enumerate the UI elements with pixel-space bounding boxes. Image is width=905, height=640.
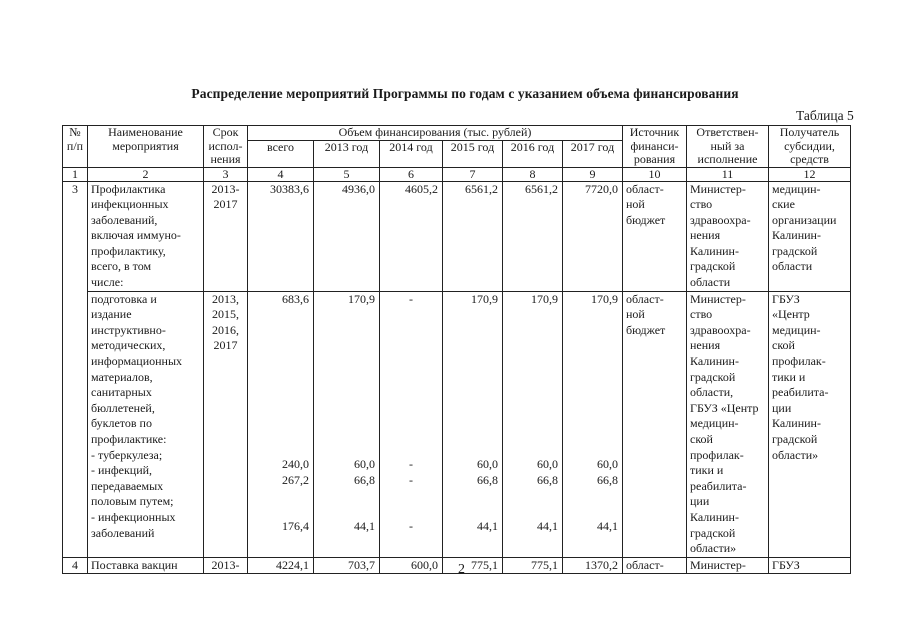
header-source: Источник финанси- рования xyxy=(623,126,687,168)
amount-2013: 4936,0 xyxy=(314,181,380,291)
header-term: Срок испол- нения xyxy=(204,126,248,168)
header-funding-group: Объем финансирования (тыс. рублей) xyxy=(248,126,623,141)
amount-sti: 267,2 xyxy=(282,472,309,487)
amount-2015: 6561,2 xyxy=(443,181,503,291)
column-number: 9 xyxy=(563,167,623,181)
header-recipient: Получатель субсидии, средств xyxy=(769,126,851,168)
amount-sti: 66,8 xyxy=(477,472,498,487)
table-row xyxy=(63,291,851,557)
row-number: 3 xyxy=(63,181,88,557)
header-num: № п/п xyxy=(63,126,88,168)
activity-term: 2013, 2015, 2016, 2017 xyxy=(204,291,248,557)
header-name: Наименование мероприятия xyxy=(88,126,204,168)
header-total: всего xyxy=(248,140,314,167)
amount-sti: 66,8 xyxy=(537,472,558,487)
responsible-party: Министер- xyxy=(687,557,769,574)
column-number: 8 xyxy=(503,167,563,181)
amount-2016: 775,1 xyxy=(503,557,563,574)
amount-2013: 703,7 xyxy=(314,557,380,574)
amount-inf: 44,1 xyxy=(537,519,558,534)
subsidy-recipient: медицин- ские организации Калинин- градской области xyxy=(769,181,851,291)
amount-2017 xyxy=(563,291,623,557)
amount-main: 170,9 xyxy=(531,291,558,306)
column-number: 2 xyxy=(88,167,204,181)
amount-sti: - xyxy=(409,472,413,487)
amount-tb: 60,0 xyxy=(537,457,558,472)
table-row xyxy=(63,557,851,574)
subsidy-recipient: ГБУЗ xyxy=(769,557,851,574)
amount-inf: 44,1 xyxy=(597,519,618,534)
amount-2017: 1370,2 xyxy=(563,557,623,574)
amount-inf: 176,4 xyxy=(282,519,309,534)
header-2013: 2013 год xyxy=(314,140,380,167)
responsible-party: Министер- ство здравоохра- нения Калинин- градской области, ГБУЗ «Центр медицин- ской профилак- тики и реабилита- ции Калинин- градской области» xyxy=(687,291,769,557)
page-number: 2 xyxy=(458,562,465,577)
amount-2014 xyxy=(380,291,443,557)
column-number: 12 xyxy=(769,167,851,181)
column-number: 5 xyxy=(314,167,380,181)
funding-source: област- ной бюджет xyxy=(623,291,687,557)
column-number: 1 xyxy=(63,167,88,181)
activity-term: 2013- 2017 xyxy=(204,181,248,291)
funding-source: област- ной бюджет xyxy=(623,181,687,291)
amount-2016 xyxy=(503,291,563,557)
column-number: 6 xyxy=(380,167,443,181)
amount-sti: 66,8 xyxy=(597,472,618,487)
header-2017: 2017 год xyxy=(563,140,623,167)
document-title: Распределение мероприятий Программы по годам с указанием объема финансирования xyxy=(191,86,739,101)
amount-tb: 60,0 xyxy=(477,457,498,472)
amount-total xyxy=(248,291,314,557)
activity-name: Поставка вакцин xyxy=(88,557,204,574)
responsible-party: Министер- ство здравоохра- нения Калинин- градской области xyxy=(687,181,769,291)
amount-2014: 600,0 xyxy=(380,557,443,574)
header-responsible: Ответствен- ный за исполнение xyxy=(687,126,769,168)
column-number-row xyxy=(63,167,851,181)
amount-tb: 240,0 xyxy=(282,457,309,472)
header-2014: 2014 год xyxy=(380,140,443,167)
column-number: 10 xyxy=(623,167,687,181)
column-number: 4 xyxy=(248,167,314,181)
amount-tb: 60,0 xyxy=(597,457,618,472)
amount-inf: - xyxy=(409,519,413,534)
amount-inf: 44,1 xyxy=(477,519,498,534)
amount-sti: 66,8 xyxy=(354,472,375,487)
activity-name: Профилактика инфекционных заболеваний, включая иммуно- профилактику, всего, в том числе: xyxy=(88,181,204,291)
amount-inf: 44,1 xyxy=(354,519,375,534)
column-number: 3 xyxy=(204,167,248,181)
amount-tb: - xyxy=(409,457,413,472)
amount-main: 170,9 xyxy=(471,291,498,306)
subsidy-recipient: ГБУЗ «Центр медицин- ской профилак- тики и реабилита- ции Калинин- градской области» xyxy=(769,291,851,557)
activity-term: 2013- xyxy=(204,557,248,574)
header-2016: 2016 год xyxy=(503,140,563,167)
header-2015: 2015 год xyxy=(443,140,503,167)
header-row xyxy=(63,126,851,141)
amount-2014: 4605,2 xyxy=(380,181,443,291)
amount-2015 xyxy=(443,291,503,557)
table-caption: Таблица 5 xyxy=(796,108,854,123)
amount-main: - xyxy=(409,291,413,306)
amount-tb: 60,0 xyxy=(354,457,375,472)
column-number: 7 xyxy=(443,167,503,181)
amount-main: 683,6 xyxy=(282,291,309,306)
amount-main: 170,9 xyxy=(348,291,375,306)
column-number: 11 xyxy=(687,167,769,181)
amount-total: 30383,6 xyxy=(248,181,314,291)
funding-source: област- xyxy=(623,557,687,574)
amount-main: 170,9 xyxy=(591,291,618,306)
table-row xyxy=(63,181,851,291)
amount-2016: 6561,2 xyxy=(503,181,563,291)
row-number: 4 xyxy=(63,557,88,574)
amount-2013 xyxy=(314,291,380,557)
amount-2017: 7720,0 xyxy=(563,181,623,291)
amount-2015: 775,1 xyxy=(443,557,503,574)
amount-total: 4224,1 xyxy=(248,557,314,574)
activity-name: подготовка и издание инструктивно- методических, информационных материалов, санитарных бюллетеней, буклетов по профилактике: - туберкулеза; - инфекций, передаваемых половым путем; - инфекционных заболеваний xyxy=(88,291,204,557)
financing-table xyxy=(62,125,851,574)
